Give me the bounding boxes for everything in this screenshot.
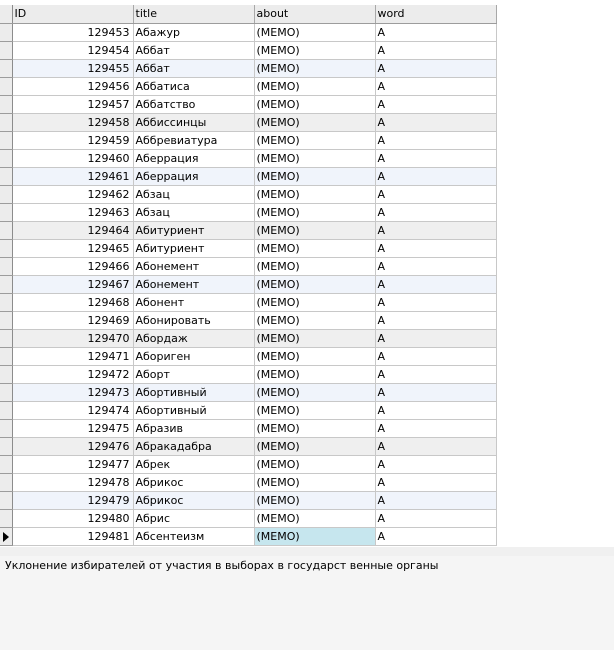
- cell-title[interactable]: Абортивный: [133, 401, 254, 419]
- row-indicator[interactable]: [0, 113, 12, 131]
- cell-id[interactable]: 129479: [12, 491, 133, 509]
- cell-id[interactable]: 129471: [12, 347, 133, 365]
- cell-about[interactable]: (MEMO): [254, 419, 375, 437]
- table-row[interactable]: [0, 311, 496, 329]
- table-row[interactable]: [0, 185, 496, 203]
- cell-title[interactable]: Абонировать: [133, 311, 254, 329]
- cell-about[interactable]: (MEMO): [254, 167, 375, 185]
- cell-title[interactable]: Абонемент: [133, 275, 254, 293]
- current-row-arrow-icon: [3, 532, 9, 542]
- table-row[interactable]: [0, 455, 496, 473]
- table-row[interactable]: [0, 401, 496, 419]
- table-row[interactable]: [0, 23, 496, 41]
- cell-id[interactable]: 129477: [12, 455, 133, 473]
- cell-title[interactable]: Абориген: [133, 347, 254, 365]
- cell-title[interactable]: Абрек: [133, 455, 254, 473]
- cell-id[interactable]: 129474: [12, 401, 133, 419]
- table-row[interactable]: [0, 113, 496, 131]
- cell-about[interactable]: (MEMO): [254, 41, 375, 59]
- cell-title[interactable]: Абонемент: [133, 257, 254, 275]
- table-row[interactable]: [0, 221, 496, 239]
- cell-word[interactable]: А: [375, 167, 496, 185]
- row-indicator[interactable]: [0, 275, 12, 293]
- header-row: [0, 5, 496, 23]
- row-indicator[interactable]: [0, 257, 12, 275]
- cell-word[interactable]: А: [375, 149, 496, 167]
- row-indicator[interactable]: [0, 329, 12, 347]
- cell-id[interactable]: 129463: [12, 203, 133, 221]
- cell-id[interactable]: 129481: [12, 527, 133, 545]
- cell-title[interactable]: Абонент: [133, 293, 254, 311]
- cell-about[interactable]: (MEMO): [254, 365, 375, 383]
- cell-title[interactable]: Абсентеизм: [133, 527, 254, 545]
- cell-word[interactable]: А: [375, 185, 496, 203]
- cell-title[interactable]: Аббиссинцы: [133, 113, 254, 131]
- cell-about[interactable]: (MEMO): [254, 59, 375, 77]
- cell-word[interactable]: А: [375, 77, 496, 95]
- row-indicator[interactable]: [0, 401, 12, 419]
- cell-title[interactable]: Аббат: [133, 59, 254, 77]
- cell-id[interactable]: 129465: [12, 239, 133, 257]
- row-indicator[interactable]: [0, 167, 12, 185]
- records-table: [0, 5, 497, 546]
- cell-about[interactable]: (MEMO): [254, 239, 375, 257]
- memo-panel[interactable]: [0, 556, 614, 650]
- cell-id[interactable]: 129476: [12, 437, 133, 455]
- cell-word[interactable]: А: [375, 437, 496, 455]
- header-indicator: [0, 5, 12, 23]
- table-row[interactable]: [0, 329, 496, 347]
- cell-id[interactable]: 129456: [12, 77, 133, 95]
- cell-title[interactable]: Абордаж: [133, 329, 254, 347]
- cell-word[interactable]: А: [375, 257, 496, 275]
- row-indicator[interactable]: [0, 527, 12, 545]
- cell-title[interactable]: Аборт: [133, 365, 254, 383]
- cell-about[interactable]: (MEMO): [254, 77, 375, 95]
- cell-id[interactable]: 129469: [12, 311, 133, 329]
- cell-title[interactable]: Абракадабра: [133, 437, 254, 455]
- table-row[interactable]: [0, 95, 496, 113]
- table-row[interactable]: [0, 167, 496, 185]
- table-row[interactable]: [0, 59, 496, 77]
- cell-about[interactable]: (MEMO): [254, 527, 375, 545]
- cell-word[interactable]: А: [375, 239, 496, 257]
- cell-about[interactable]: (MEMO): [254, 437, 375, 455]
- column-header-word[interactable]: word: [375, 5, 496, 23]
- cell-title[interactable]: Аберрация: [133, 149, 254, 167]
- cell-about[interactable]: (MEMO): [254, 347, 375, 365]
- row-indicator[interactable]: [0, 221, 12, 239]
- cell-word[interactable]: А: [375, 203, 496, 221]
- column-header-id[interactable]: ID: [12, 5, 133, 23]
- cell-id[interactable]: 129464: [12, 221, 133, 239]
- cell-about[interactable]: (MEMO): [254, 311, 375, 329]
- cell-about[interactable]: (MEMO): [254, 185, 375, 203]
- cell-about[interactable]: (MEMO): [254, 401, 375, 419]
- table-row[interactable]: [0, 257, 496, 275]
- cell-title[interactable]: Абзац: [133, 185, 254, 203]
- cell-word[interactable]: А: [375, 491, 496, 509]
- cell-word[interactable]: А: [375, 41, 496, 59]
- cell-id[interactable]: 129462: [12, 185, 133, 203]
- row-indicator[interactable]: [0, 455, 12, 473]
- cell-about[interactable]: (MEMO): [254, 275, 375, 293]
- cell-id[interactable]: 129453: [12, 23, 133, 41]
- cell-id[interactable]: 129454: [12, 41, 133, 59]
- cell-word[interactable]: А: [375, 383, 496, 401]
- cell-word[interactable]: А: [375, 401, 496, 419]
- cell-id[interactable]: 129457: [12, 95, 133, 113]
- table-row[interactable]: [0, 527, 496, 545]
- table-row[interactable]: [0, 41, 496, 59]
- cell-title[interactable]: Аберрация: [133, 167, 254, 185]
- cell-about[interactable]: (MEMO): [254, 203, 375, 221]
- row-indicator[interactable]: [0, 23, 12, 41]
- cell-id[interactable]: 129461: [12, 167, 133, 185]
- table-row[interactable]: [0, 383, 496, 401]
- row-indicator[interactable]: [0, 203, 12, 221]
- table-row[interactable]: [0, 347, 496, 365]
- table-row[interactable]: [0, 473, 496, 491]
- cell-about[interactable]: (MEMO): [254, 473, 375, 491]
- cell-word[interactable]: А: [375, 347, 496, 365]
- cell-id[interactable]: 129470: [12, 329, 133, 347]
- row-indicator[interactable]: [0, 437, 12, 455]
- cell-word[interactable]: А: [375, 527, 496, 545]
- table-row[interactable]: [0, 275, 496, 293]
- cell-title[interactable]: Аббревиатура: [133, 131, 254, 149]
- row-indicator[interactable]: [0, 149, 12, 167]
- row-indicator[interactable]: [0, 509, 12, 527]
- cell-title[interactable]: Абортивный: [133, 383, 254, 401]
- cell-id[interactable]: 129459: [12, 131, 133, 149]
- column-header-about[interactable]: about: [254, 5, 375, 23]
- cell-id[interactable]: 129468: [12, 293, 133, 311]
- cell-about[interactable]: (MEMO): [254, 95, 375, 113]
- cell-title[interactable]: Абзац: [133, 203, 254, 221]
- column-header-title[interactable]: title: [133, 5, 254, 23]
- cell-word[interactable]: А: [375, 365, 496, 383]
- cell-word[interactable]: А: [375, 329, 496, 347]
- row-indicator[interactable]: [0, 41, 12, 59]
- row-indicator[interactable]: [0, 239, 12, 257]
- cell-about[interactable]: (MEMO): [254, 509, 375, 527]
- row-indicator[interactable]: [0, 491, 12, 509]
- cell-word[interactable]: А: [375, 59, 496, 77]
- cell-id[interactable]: 129480: [12, 509, 133, 527]
- row-indicator[interactable]: [0, 473, 12, 491]
- cell-word[interactable]: А: [375, 419, 496, 437]
- cell-id[interactable]: 129460: [12, 149, 133, 167]
- cell-about[interactable]: (MEMO): [254, 329, 375, 347]
- cell-title[interactable]: Абрикос: [133, 473, 254, 491]
- cell-id[interactable]: 129475: [12, 419, 133, 437]
- cell-about[interactable]: (MEMO): [254, 149, 375, 167]
- cell-word[interactable]: А: [375, 509, 496, 527]
- cell-title[interactable]: Аббатство: [133, 95, 254, 113]
- grid-body: [0, 23, 496, 545]
- row-indicator[interactable]: [0, 293, 12, 311]
- table-row[interactable]: [0, 131, 496, 149]
- cell-about[interactable]: (MEMO): [254, 293, 375, 311]
- table-row[interactable]: [0, 437, 496, 455]
- row-indicator[interactable]: [0, 185, 12, 203]
- cell-id[interactable]: 129478: [12, 473, 133, 491]
- cell-id[interactable]: 129472: [12, 365, 133, 383]
- memo-text: Уклонение избирателей от участия в выборах в государст венные органы: [5, 559, 439, 572]
- cell-about[interactable]: (MEMO): [254, 257, 375, 275]
- row-indicator[interactable]: [0, 347, 12, 365]
- cell-word[interactable]: А: [375, 113, 496, 131]
- cell-word[interactable]: А: [375, 455, 496, 473]
- table-row[interactable]: [0, 491, 496, 509]
- cell-about[interactable]: (MEMO): [254, 131, 375, 149]
- cell-id[interactable]: 129455: [12, 59, 133, 77]
- cell-word[interactable]: А: [375, 293, 496, 311]
- cell-id[interactable]: 129458: [12, 113, 133, 131]
- cell-about[interactable]: (MEMO): [254, 221, 375, 239]
- cell-about[interactable]: (MEMO): [254, 383, 375, 401]
- cell-about[interactable]: (MEMO): [254, 455, 375, 473]
- cell-word[interactable]: А: [375, 311, 496, 329]
- row-indicator[interactable]: [0, 59, 12, 77]
- row-indicator[interactable]: [0, 77, 12, 95]
- cell-about[interactable]: (MEMO): [254, 491, 375, 509]
- cell-about[interactable]: (MEMO): [254, 23, 375, 41]
- row-indicator[interactable]: [0, 419, 12, 437]
- cell-word[interactable]: А: [375, 23, 496, 41]
- table-row[interactable]: [0, 149, 496, 167]
- table-row[interactable]: [0, 239, 496, 257]
- row-indicator[interactable]: [0, 131, 12, 149]
- cell-title[interactable]: Абрикос: [133, 491, 254, 509]
- row-indicator[interactable]: [0, 311, 12, 329]
- table-row[interactable]: [0, 419, 496, 437]
- table-row[interactable]: [0, 77, 496, 95]
- cell-title[interactable]: Абитуриент: [133, 221, 254, 239]
- table-row[interactable]: [0, 293, 496, 311]
- row-indicator[interactable]: [0, 95, 12, 113]
- cell-title[interactable]: Аббатиса: [133, 77, 254, 95]
- cell-id[interactable]: 129473: [12, 383, 133, 401]
- cell-word[interactable]: А: [375, 131, 496, 149]
- cell-title[interactable]: Абажур: [133, 23, 254, 41]
- cell-word[interactable]: А: [375, 95, 496, 113]
- cell-word[interactable]: А: [375, 221, 496, 239]
- cell-title[interactable]: Абрис: [133, 509, 254, 527]
- cell-word[interactable]: А: [375, 275, 496, 293]
- cell-id[interactable]: 129467: [12, 275, 133, 293]
- table-row[interactable]: [0, 509, 496, 527]
- table-row[interactable]: [0, 365, 496, 383]
- table-row[interactable]: [0, 203, 496, 221]
- cell-about[interactable]: (MEMO): [254, 113, 375, 131]
- cell-title[interactable]: Абитуриент: [133, 239, 254, 257]
- cell-word[interactable]: А: [375, 473, 496, 491]
- row-indicator[interactable]: [0, 365, 12, 383]
- cell-title[interactable]: Абразив: [133, 419, 254, 437]
- row-indicator[interactable]: [0, 383, 12, 401]
- cell-title[interactable]: Аббат: [133, 41, 254, 59]
- cell-id[interactable]: 129466: [12, 257, 133, 275]
